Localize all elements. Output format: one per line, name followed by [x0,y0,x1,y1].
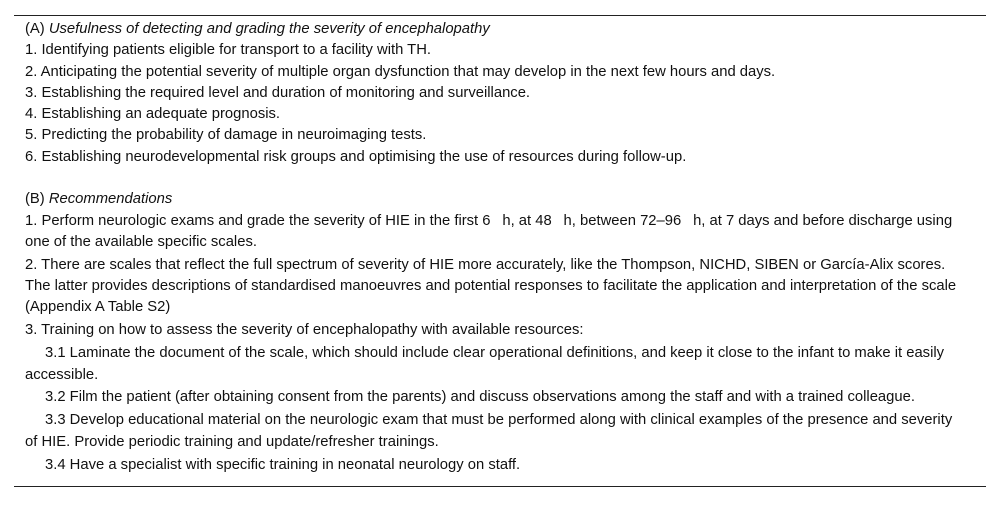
section-a-title: Usefulness of detecting and grading the severity of encephalopathy [48,21,490,37]
table-content [25,19,960,476]
section-a-item-4: 4. Establishing an adequate prognosis. [25,106,281,123]
section-b-item-1: 1. Perform neurologic exams and grade the severity of HIE in the first 6 h, at 48 h, between 72–96 h, at 7 days and before discharge using one of the available specific scales. [25,212,953,250]
section-a-item-3: 3. Establishing the required level and duration of monitoring and surveillance. [25,84,531,101]
section-b-subitem-3-1: 3.1 Laminate the document of the scale, which should include clear operational definitions, and keep it close to the infant to make it easily accessible. [25,345,945,383]
section-b-item-3: 3. Training on how to assess the severity of encephalopathy with available resources: [25,322,584,339]
section-b-subitem-3-2: 3.2 Film the patient (after obtaining consent from the parents) and discuss observations among the staff and with a trained colleague. [45,389,915,406]
section-a-item-1: 1. Identifying patients eligible for transport to a facility with TH. [25,42,432,59]
section-b-subitem-3-4: 3.4 Have a specialist with specific training in neonatal neurology on staff. [45,456,521,473]
section-spacer [25,168,960,189]
section-b-subitem-3-3: 3.3 Develop educational material on the neurologic exam that must be performed along with clinical examples of the presence and severity of HIE. Provide periodic training and update/refresher trainings. [25,412,953,450]
section-a-item-2: 2. Anticipating the potential severity of multiple organ dysfunction that may develop in the next few hours and days. [25,63,776,80]
section-a-prefix: (A) [25,21,49,37]
section-a-item-5: 5. Predicting the probability of damage in neuroimaging tests. [25,127,427,144]
section-a-item-6: 6. Establishing neurodevelopmental risk groups and optimising the use of resources during follow-up. [25,148,687,165]
section-b-title: Recommendations [48,191,173,208]
section-a-heading [25,19,960,40]
recommendations-table [14,15,986,487]
section-b-heading [25,189,960,210]
section-b-item-2: 2. There are scales that reflect the full spectrum of severity of HIE more accurately, like the Thompson, NICHD, SIBEN or García-Alix scores. The latter provides descriptions of standardised manoeuvres and potential responses to facilitate the application and interpretation of the scale (Appendix A Table S2) [25,256,957,316]
section-b-prefix: (B) [25,191,49,208]
